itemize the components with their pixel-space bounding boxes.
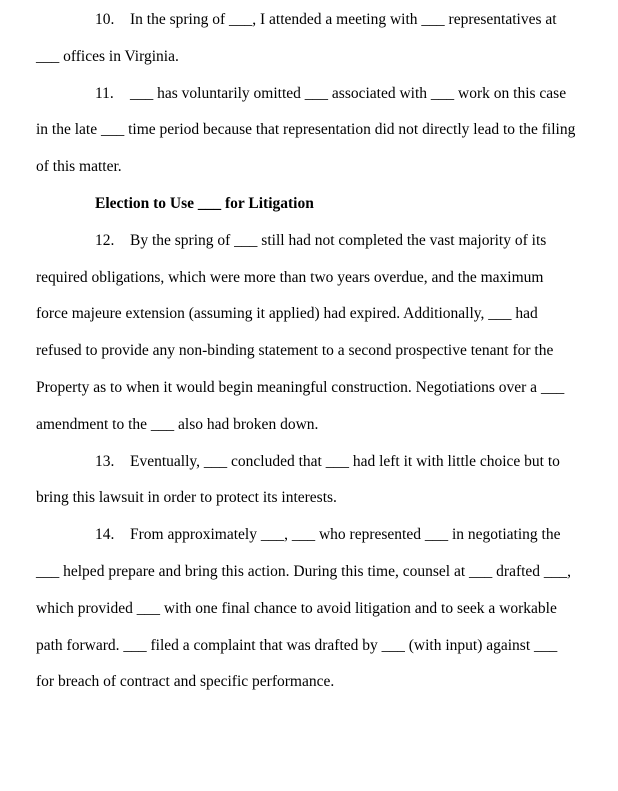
paragraph-12 [36,223,577,444]
paragraph-13-number: 13. [95,452,115,470]
paragraph-11-number: 11. [95,84,114,102]
section-heading: Election to Use ___ for Litigation [95,194,314,212]
paragraph-12-number: 12. [95,231,115,249]
paragraph-10 [36,2,577,76]
paragraph-13-text: Eventually, ___ concluded that ___ had left it with little choice but to bring this lawsuit in order to protect its interests. [36,452,560,507]
document-body [36,2,577,701]
paragraph-10-text: In the spring of ___, I attended a meeting with ___ representatives at ___ offices in Virginia. [36,11,557,65]
paragraph-11-text: ___ has voluntarily omitted ___ associated with ___ work on this case in the late ___ time period because that representation did not directly lead to the filing of this matter. [36,84,576,176]
paragraph-10-number: 10. [95,11,115,28]
paragraph-11 [36,76,577,186]
paragraph-14 [36,517,577,701]
paragraph-14-text: From approximately ___, ___ who represented ___ in negotiating the ___ helped prepare and bring this action. During this time, counsel at ___ drafted ___, which provided ___ with one final chance to avoid litigation and to seek a workable path forward. ___ filed a complaint that was drafted by ___ (with input) against ___ for breach of contract and specific performance. [36,526,572,691]
paragraph-14-number: 14. [95,526,115,544]
paragraph-13 [36,444,577,518]
paragraph-12-text: By the spring of ___ still had not completed the vast majority of its required obligations, which were more than two years overdue, and the maximum force majeure extension (assuming it applied) had expired. Additionally, ___ had refused to provide any non-binding statement to a second prospective tenant for the Property as to when it would begin meaningful construction. Negotiations over a ___ amendment to the ___ also had broken down. [36,231,565,433]
